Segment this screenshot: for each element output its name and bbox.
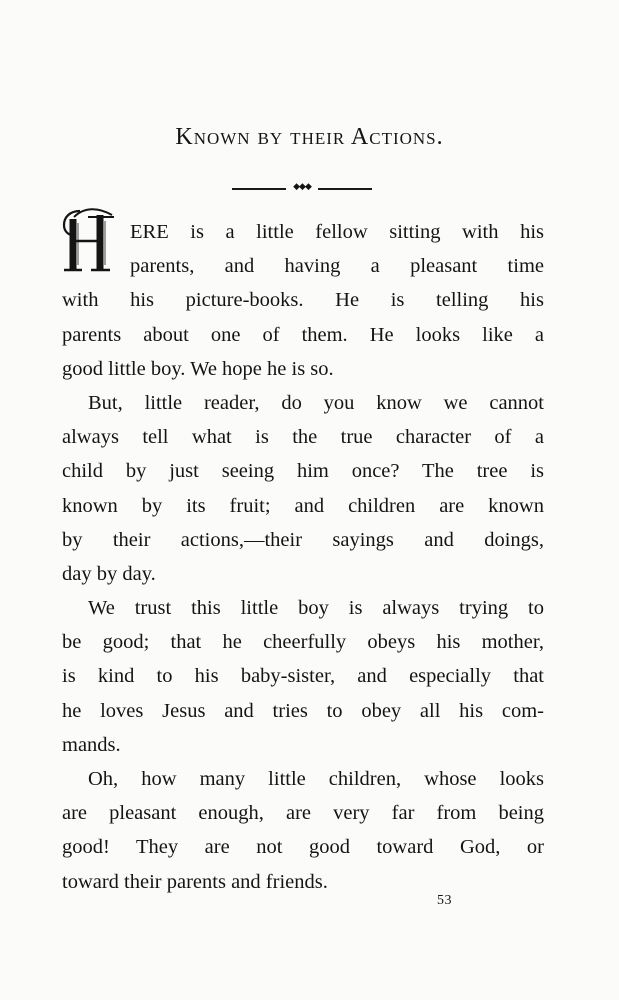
text-line: day by day. [62,562,156,585]
text-line: are pleasant enough, are very far from being [62,802,544,825]
text-line: by their actions,—their sayings and doings, [62,528,544,551]
text-line: parents about one of them. He looks like a [62,323,544,346]
text-line: known by its fruit; and children are known [62,494,544,517]
page-number: 53 [437,893,452,908]
text-line: ERE is a little fellow sitting with his [130,221,544,243]
text-line: parents, and having a pleasant time [130,255,544,278]
text-line: But, little reader, do you know we cannot [88,391,544,414]
body-text [62,215,544,899]
text-line: good! They are not good toward God, or [62,836,544,859]
text-line: We trust this little boy is always trying to [88,597,544,620]
text-line: child by just seeing him once? The tree is [62,460,544,483]
text-line: good little boy. We hope he is so. [62,357,334,380]
text-line: always tell what is the true character of a [62,426,544,449]
text-line: with his picture-books. He is telling his [62,289,544,312]
text-line: be good; that he cheerfully obeys his mother, [62,631,544,654]
text-line: he loves Jesus and tries to obey all his com- [62,699,544,722]
chapter-title: Known by their Actions. [175,124,444,150]
text-line: toward their parents and friends. [62,870,328,893]
text-line: Oh, how many little children, whose looks [88,768,544,790]
text-line: mands. [62,733,121,756]
ornament-diamonds: ◆◆◆ [293,182,311,192]
title-ornament [232,182,372,195]
ornament-rule-right [318,188,372,190]
ornament-rule-left [232,188,286,190]
text-line: is kind to his baby-sister, and especially that [62,665,544,688]
